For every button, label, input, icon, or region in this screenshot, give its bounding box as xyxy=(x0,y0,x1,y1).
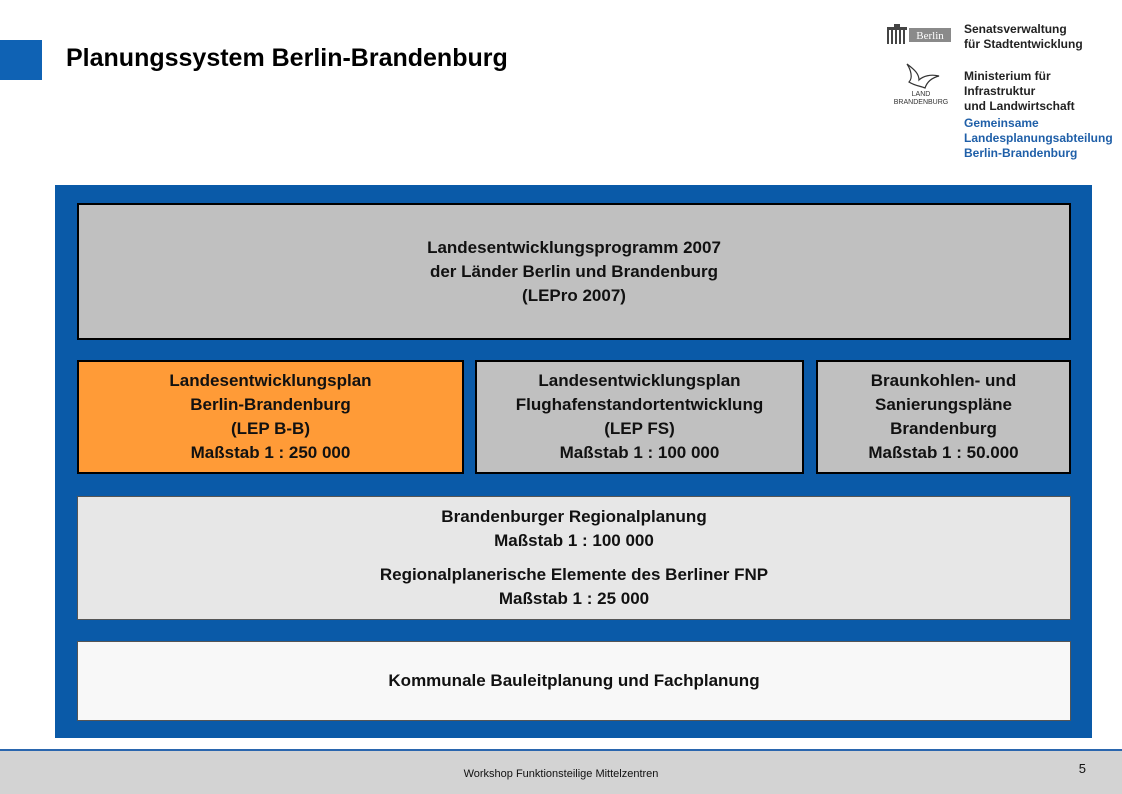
lepro-line-3: (LEPro 2007) xyxy=(522,285,626,305)
regional-scale-2: Maßstab 1 : 25 000 xyxy=(498,589,650,608)
footer-text: Workshop Funktionsteilige Mittelzentren xyxy=(463,768,659,780)
kommunal-text: Kommunale Bauleitplanung und Fachplanung xyxy=(388,671,760,690)
ministry-line-2: und Landwirtschaft xyxy=(964,99,1075,113)
braunkohle-scale: Maßstab 1 : 50.000 xyxy=(868,443,1019,462)
lepro-line-2: der Länder Berlin und Brandenburg xyxy=(429,261,719,281)
joint-line-1: Gemeinsame xyxy=(964,116,1039,130)
lep-fs-box xyxy=(475,360,804,474)
brandenburg-mark-line-1: LAND xyxy=(911,91,931,98)
berlin-brandenburg-gate-logo-icon xyxy=(887,24,953,46)
lep-fs-line-2: Flughafenstandortentwicklung xyxy=(515,395,764,414)
braunkohle-line-1: Braunkohlen- und xyxy=(870,371,1017,390)
brandenburg-mark-line-2: BRANDENBURG xyxy=(893,99,949,106)
brandenburg-eagle-logo-icon xyxy=(893,60,953,106)
lep-fs-scale: Maßstab 1 : 100 000 xyxy=(559,443,720,462)
lepro-line-1: Landesentwicklungsprogramm 2007 xyxy=(427,237,721,257)
regional-planning-box xyxy=(77,496,1071,620)
joint-line-3: Berlin-Brandenburg xyxy=(964,146,1078,160)
lep-bb-line-1: Landesentwicklungsplan xyxy=(169,371,372,390)
braunkohle-line-3: Brandenburg xyxy=(890,419,997,438)
braunkohle-line-2: Sanierungspläne xyxy=(875,395,1012,414)
footer-bar xyxy=(0,751,1122,794)
lepro-box xyxy=(77,203,1071,340)
regional-line-1: Brandenburger Regionalplanung xyxy=(441,507,707,526)
lep-bb-box xyxy=(77,360,464,474)
regional-scale-1: Maßstab 1 : 100 000 xyxy=(494,531,654,550)
regional-line-2: Regionalplanerische Elemente des Berliner FNP xyxy=(379,565,769,584)
logo-block xyxy=(885,20,1115,170)
title-accent-square xyxy=(0,40,42,80)
lep-bb-line-3: (LEP B-B) xyxy=(230,419,310,438)
page-number: 5 xyxy=(1078,761,1086,776)
kommunal-box xyxy=(77,641,1071,721)
joint-line-2: Landesplanungsabteilung xyxy=(964,131,1113,145)
lep-bb-scale: Maßstab 1 : 250 000 xyxy=(190,443,351,462)
berlin-mark-text: Berlin xyxy=(916,30,944,42)
lep-fs-line-1: Landesentwicklungsplan xyxy=(538,371,741,390)
braunkohle-box xyxy=(816,360,1071,474)
lep-bb-line-2: Berlin-Brandenburg xyxy=(190,395,351,414)
page-title: Planungssystem Berlin-Brandenburg xyxy=(66,44,508,72)
lep-fs-line-3: (LEP FS) xyxy=(604,419,675,438)
senate-line-2: für Stadtentwicklung xyxy=(964,37,1083,51)
senate-line-1: Senatsverwaltung xyxy=(964,22,1067,36)
ministry-line-1: Ministerium für Infrastruktur xyxy=(964,69,1051,98)
planning-system-frame xyxy=(55,185,1092,738)
